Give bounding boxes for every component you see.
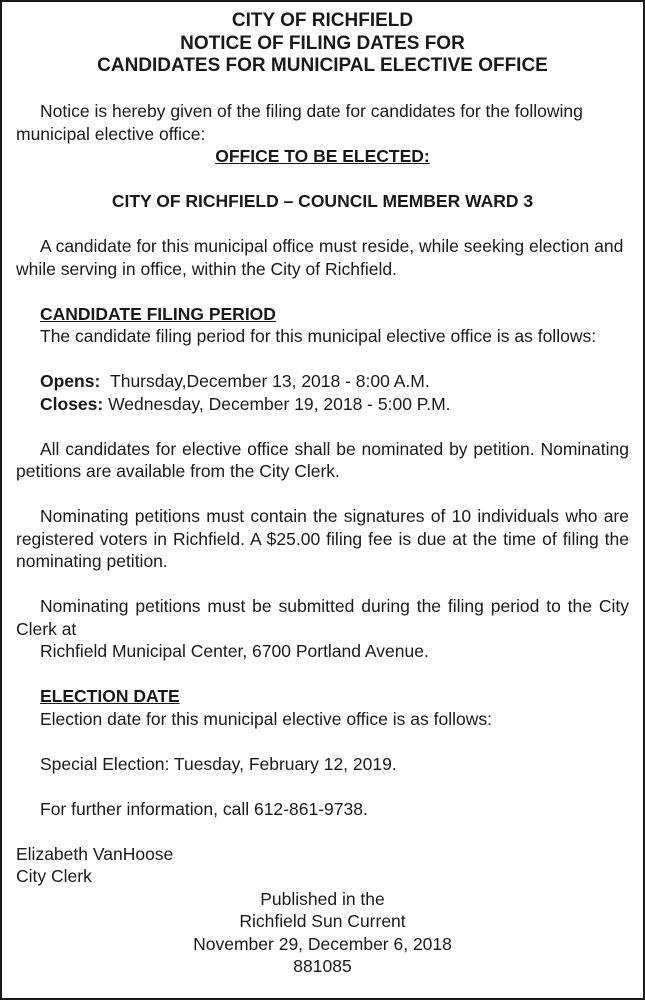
signer-title: City Clerk (16, 866, 92, 886)
title-line-3: CANDIDATES FOR MUNICIPAL ELECTIVE OFFICE (97, 55, 548, 76)
signer-name: Elizabeth VanHoose (16, 843, 174, 864)
address-line: Richfield Municipal Center, 6700 Portland Avenue. (40, 641, 429, 661)
closes-line (16, 393, 629, 416)
election-date-text: Election date for this municipal elective office is as follows: (40, 708, 492, 729)
opens-label: Opens: (40, 371, 101, 391)
office-name: CITY OF RICHFIELD – COUNCIL MEMBER WARD 3 (111, 191, 534, 211)
filing-period-text: The candidate filing period for this municipal elective office is as follows: (40, 326, 597, 346)
filing-period-heading: CANDIDATE FILING PERIOD (40, 303, 276, 324)
title-line-2: NOTICE OF FILING DATES FOR (180, 32, 465, 54)
election-date-heading: ELECTION DATE (40, 686, 180, 706)
petition-paragraph-1: All candidates for elective office shall be nominated by petition. Nominating petitions are available from the City Clerk. (16, 438, 629, 481)
info-line: For further information, call 612-861-9738. (40, 798, 368, 819)
closes-value: Wednesday, December 19, 2018 - 5:00 P.M. (108, 393, 451, 414)
petition-paragraph-3: Nominating petitions must be submitted during the filing period to the City Clerk at (16, 596, 629, 639)
publication-info (16, 888, 629, 978)
publication-line-3: November 29, December 6, 2018 (193, 933, 452, 954)
publication-line-4: 881085 (293, 956, 352, 976)
opens-line (16, 370, 629, 393)
intro-paragraph: Notice is hereby given of the filing date for candidates for the following municipal elective office: (16, 101, 583, 144)
petition-paragraph-2: Nominating petitions must contain the signatures of 10 individuals who are registered voters in Richfield. A $25.00 filing fee is due at the time of filing the nominating petition. (16, 506, 629, 571)
office-heading: OFFICE TO BE ELECTED: (215, 146, 430, 166)
closes-label: Closes: (40, 393, 104, 414)
publication-line-2: Richfield Sun Current (239, 911, 406, 931)
notice-title (16, 10, 629, 78)
title-line-1: CITY OF RICHFIELD (231, 10, 414, 31)
residency-paragraph: A candidate for this municipal office must reside, while seeking election and while serving in office, within the City of Richfield. (16, 236, 624, 279)
publication-line-1: Published in the (260, 888, 385, 909)
opens-value: Thursday,December 13, 2018 - 8:00 A.M. (110, 371, 430, 391)
special-election-line: Special Election: Tuesday, February 12, 2019. (40, 753, 397, 774)
